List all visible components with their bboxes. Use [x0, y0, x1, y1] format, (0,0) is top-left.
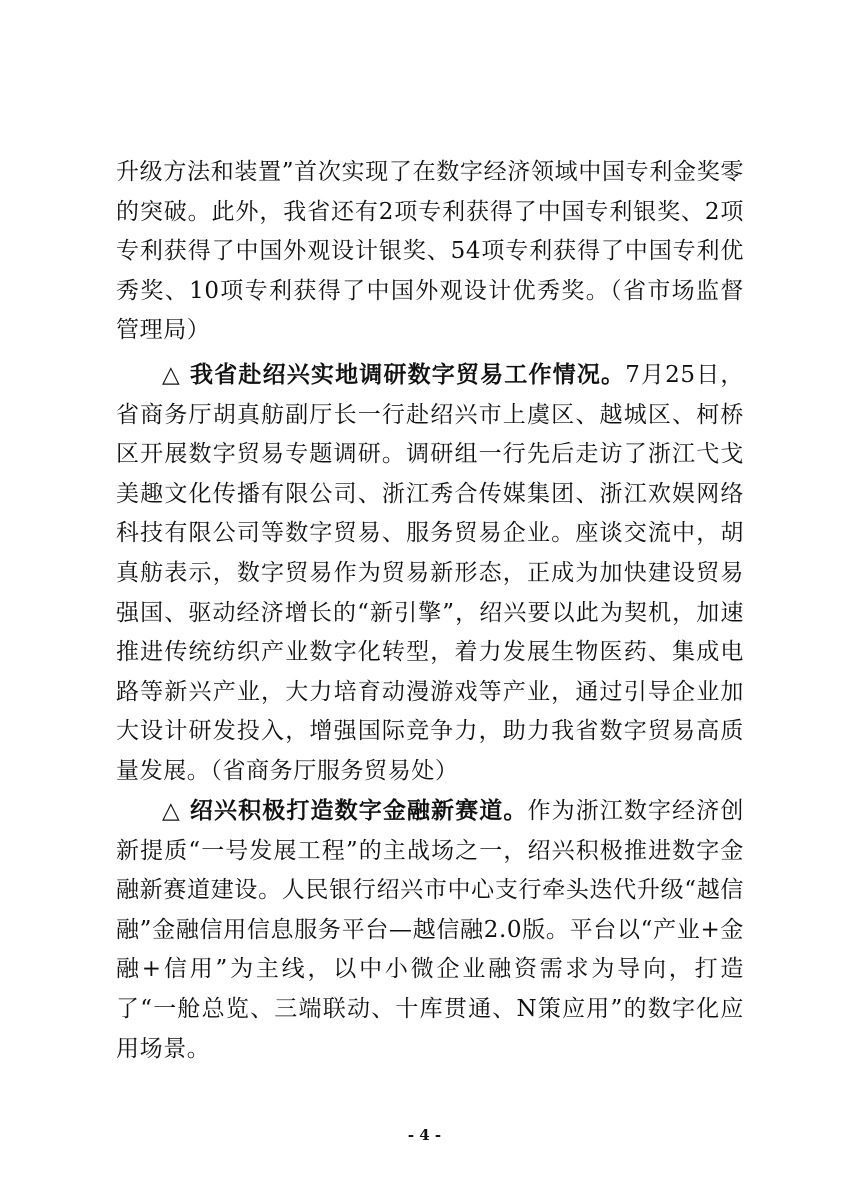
- paragraph-body: 7月25日，省商务厅胡真舫副厅长一行赴绍兴市上虞区、越城区、柯桥区开展数字贸易专题调研。调研组一行先后走访了浙江弋戈美趣文化传播有限公司、浙江秀合传媒集团、浙江欢娱网络科技有限公司等数字贸易、服务贸易企业。座谈交流中，胡真舫表示，数字贸易作为贸易新形态，正成为加快建设贸易强国、驱动经济增长的“新引擎”，绍兴要以此为契机，加速推进传统纺织产业数字化转型，着力发展生物医药、集成电路等新兴产业，大力培育动漫游戏等产业，通过引导企业加大设计研发投入，增强国际竞争力，助力我省数字贸易高质量发展。（省商务厅服务贸易处）: [116, 362, 745, 784]
- paragraph-shaoxing-digital-finance: [116, 791, 744, 1069]
- paragraph-patent-awards: 升级方法和装置”首次实现了在数字经济领域中国专利金奖零的突破。此外，我省还有2项专利获得了中国专利银奖、2项专利获得了中国外观设计银奖、54项专利获得了中国专利优秀奖、10项专利获得了中国外观设计优秀奖。（省市场监督管理局）: [116, 159, 744, 344]
- paragraph-body: 作为浙江数字经济创新提质“一号发展工程”的主战场之一，绍兴积极推进数字金融新赛道建设。人民银行绍兴市中心支行牵头迭代升级“越信融”金融信用信息服务平台—越信融2.0版。平台以“产业+金融+信用”为主线，以中小微企业融资需求为导向，打造了“一舱总览、三端联动、十库贯通、N策应用”的数字化应用场景。: [116, 798, 744, 1062]
- paragraph-heading: △ 绍兴积极打造数字金融新赛道。: [162, 797, 528, 824]
- paragraph-shaoxing-digital-trade: [116, 355, 744, 792]
- paragraph-heading: △ 我省赴绍兴实地调研数字贸易工作情况。: [162, 361, 626, 388]
- page-number: - 4 -: [407, 1126, 442, 1144]
